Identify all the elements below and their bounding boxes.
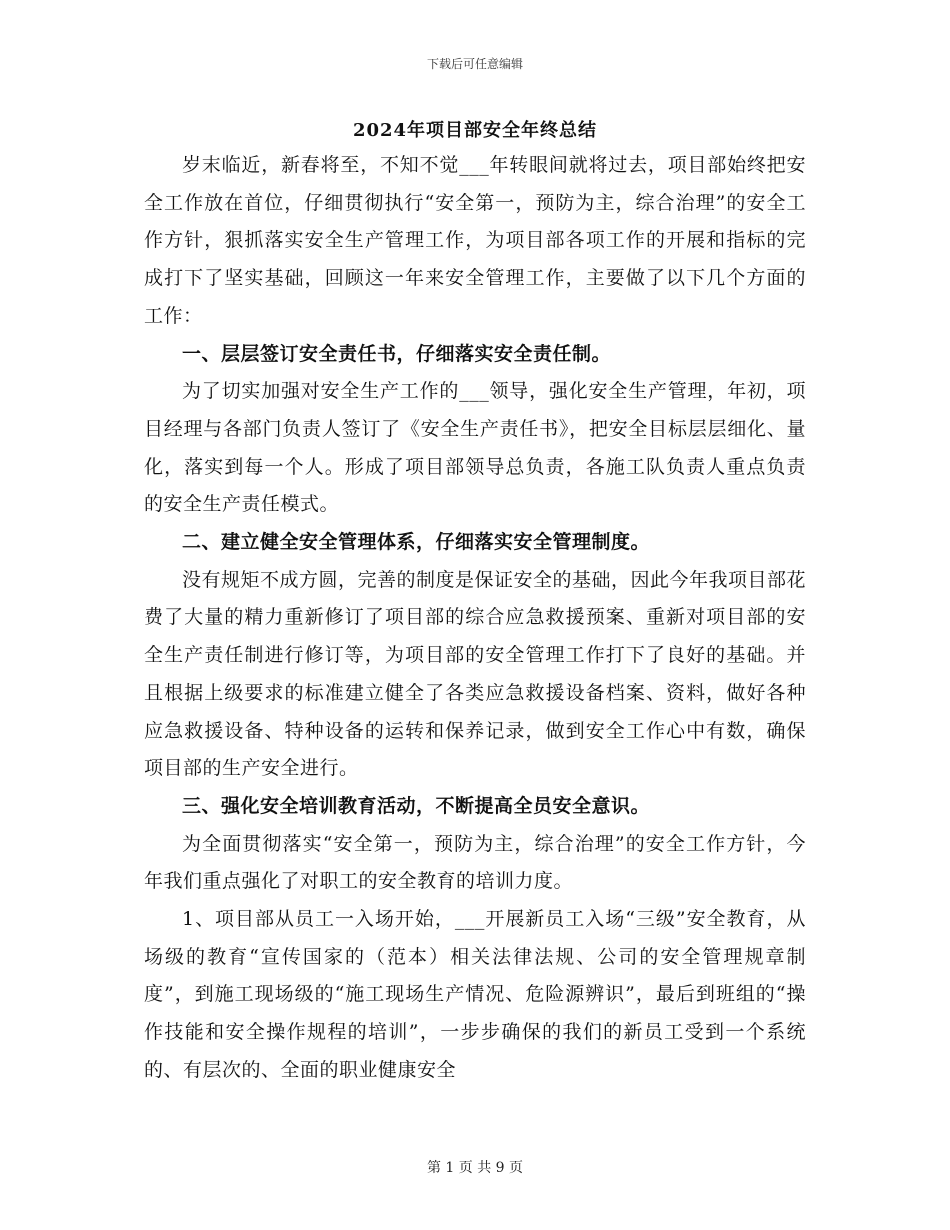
section-heading-3: 三、强化安全培训教育活动，不断提高全员安全意识。	[182, 794, 651, 817]
document-title: 2024年项目部安全年终总结	[352, 120, 598, 141]
paragraph-section-3: 为全面贯彻落实“安全第一，预防为主，综合治理”的安全工作方针，今年我们重点强化了对职工的安全教育的培训力度。	[144, 832, 806, 893]
paragraph-section-2: 没有规矩不成方圆，完善的制度是保证安全的基础，因此今年我项目部花费了大量的精力重新修订了项目部的综合应急救援预案、重新对项目部的安全生产责任制进行修订等，为项目部的安全管理工作打下了良好的基础。并且根据上级要求的标准建立健全了各类应急救援设备档案、资料，做好各种应急救援设备、特种设备的运转和保养记录，做到安全工作心中有数，确保项目部的生产安全进行。	[144, 568, 807, 780]
section-heading-2: 二、建立健全安全管理体系，仔细落实安全管理制度。	[182, 531, 651, 554]
document-body	[144, 147, 806, 1090]
section-heading-1: 一、层层签订安全责任书，仔细落实安全责任制。	[182, 342, 612, 365]
paragraph-section-3-item-1: 1、项目部从员工一入场开始，___开展新员工入场“三级”安全教育，从场级的教育“宣传国家的（范本）相关法律法规、公司的安全管理规章制度”，到施工现场级的“施工现场生产情况、危险源辨识”，最后到班组的“操作技能和安全操作规程的培训”，一步步确保的我们的新员工受到一个系统的、有层次的、全面的职业健康安全	[144, 908, 806, 1081]
page-header-note: 下载后可任意编辑	[426, 57, 523, 71]
paragraph-intro: 岁末临近，新春将至，不知不觉___年转眼间就将过去，项目部始终把安全工作放在首位，仔细贯彻执行“安全第一，预防为主，综合治理”的安全工作方针，狠抓落实安全生产管理工作，为项目部各项工作的开展和指标的完成打下了坚实基础，回顾这一年来安全管理工作，主要做了以下几个方面的工作：	[144, 154, 806, 327]
page-number-footer: 第 1 页 共 9 页	[426, 1160, 524, 1176]
paragraph-section-1: 为了切实加强对安全生产工作的___领导，强化安全生产管理，年初，项目经理与各部门负责人签订了《安全生产责任书》，把安全目标层层细化、量化，落实到每一个人。形成了项目部领导总负责，各施工队负责人重点负责的安全生产责任模式。	[144, 380, 806, 516]
